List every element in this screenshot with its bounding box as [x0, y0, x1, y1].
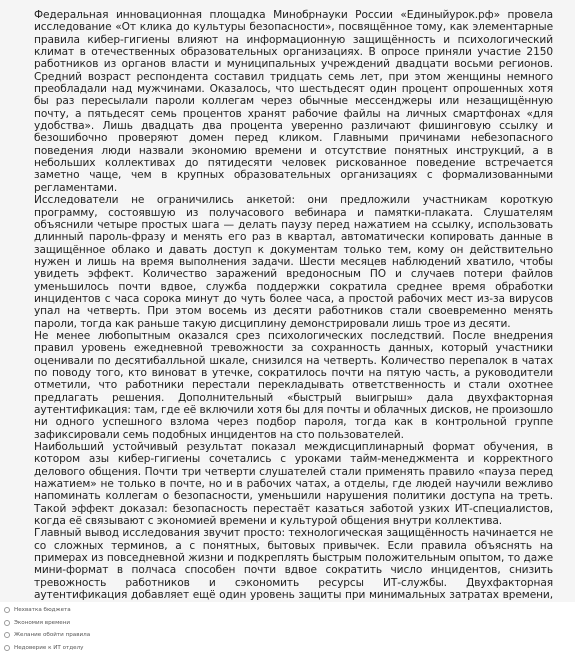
radio-button[interactable]: [4, 620, 10, 626]
answer-option-label: Желание обойти правила: [14, 632, 91, 639]
article-paragraph-2: Исследователи не ограничились анкетой: они предложили участникам короткую программу, состоявшую из получасового вебинара и памятки-плаката. Слушателям объяснили четыре простых шага — делать паузу перед нажатием на ссылку, использовать длинный пароль-фразу и менять его раз в квартал, автоматически копировать данные в защищённое облако и давать доступ к документам только тем, кому он действительно нужен и лишь на время выполнения задачи. Шести месяцев наблюдений хватило, чтобы увидеть эффект. Количество заражений вредоносным ПО и случаев потери файлов уменьшилось почти вдвое, служба поддержки сократила среднее время обработки инцидентов с часа сорока минут до чуть более часа, а простой рабочих мест из-за вирусов упал на четверть. При этом восемь из десяти работников стали своевременно менять пароли, тогда как раньше такую дисциплину демонстрировали лишь трое из десяти.: [34, 194, 553, 330]
answer-option-label: Нехватка бюджета: [14, 607, 71, 614]
answer-options: [0, 604, 575, 654]
radio-button[interactable]: [4, 632, 10, 638]
answer-option-2[interactable]: [4, 617, 575, 630]
answer-option-label: Недоверие к ИТ отделу: [14, 644, 84, 651]
radio-button[interactable]: [4, 645, 10, 651]
article-paragraph-4: Наибольший устойчивый результат показал междисциплинарный формат обучения, в котором азы кибер-гигиены сочетались с уроками тайм-менеджмента и корректного делового общения. Почти три четверти слушателей стали применять правило «пауза перед нажатием» не только в почте, но и в рабочих чатах, а отделы, где людей научили вежливо напоминать коллегам о безопасности, уменьшили нарушения политики доступа на треть. Такой эффект доказал: безопасность перестаёт казаться заботой узких ИТ-специалистов, когда её связывают с экономией времени и культурой общения внутри коллектива.: [34, 441, 553, 528]
article-paragraph-1: Федеральная инновационная площадка Минобрнауки России «Единыйурок.рф» провела исследование «От клика до культуры безопасности», посвящённое тому, как элементарные правила кибер-гигиены влияют на информационную защищённость и психологический климат в отечественных образовательных организациях. В опросе приняли участие 2150 работников из органов власти и муниципальных учреждений двадцати восьми регионов. Средний возраст респондента составил тридцать семь лет, при этом женщины немного преобладали над мужчинами. Оказалось, что шестьдесят один процент опрошенных хотя бы раз пересылали пароли коллегам через обычные мессенджеры или незащищённую почту, а пятьдесят семь процентов хранят рабочие файлы на личных смартфонах «для удобства». Лишь двадцать два процента уверенно различают фишинговую ссылку и безошибочно проверяют домен перед кликом. Главными причинами небезопасного поведения люди назвали экономию времени и отсутствие понятных инструкций, а в небольших коллективах до пятидесяти человек рискованное поведение встречается заметно чаще, чем в крупных образовательных организациях с формализованными регламентами.: [34, 9, 553, 194]
article-paragraph-5: Главный вывод исследования звучит просто: технологическая защищённость начинается не со сложных терминов, а с понятных, бытовых привычек. Если правила объяснять на примерах из повседневной жизни и подкреплять быстрым положительным опытом, то даже мини-формат в полчаса способен почти вдвое сократить число инцидентов, снизить тревожность работников и сэкономить ресурсы ИТ-службы. Двухфакторная аутентификация добавляет ещё один уровень защиты при минимальных затратах времени,: [34, 527, 553, 602]
answer-option-4[interactable]: [4, 642, 575, 655]
answer-option-1[interactable]: [4, 604, 575, 617]
radio-button[interactable]: [4, 607, 10, 613]
article-paragraph-3: Не менее любопытным оказался срез психологических последствий. После внедрения правил уровень ежедневной тревожности за сохранность данных, который участники оценивали по десятибалльной шкале, снизился на четверть. Количество перепалок в чатах по поводу того, кто виноват в утечке, сократилось почти на пятую часть, а руководители отметили, что работники перестали перекладывать ответственность и стали охотнее предлагать решения. Дополнительный «быстрый выигрыш» дала двухфакторная аутентификация: там, где её включили хотя бы для почты и облачных дисков, не произошло ни одного успешного взлома через подбор пароля, тогда как в контрольной группе зафиксировали семь подобных инцидентов на сто пользователей.: [34, 329, 553, 441]
answer-option-label: Экономия времени: [14, 619, 71, 626]
answer-option-3[interactable]: [4, 629, 575, 642]
